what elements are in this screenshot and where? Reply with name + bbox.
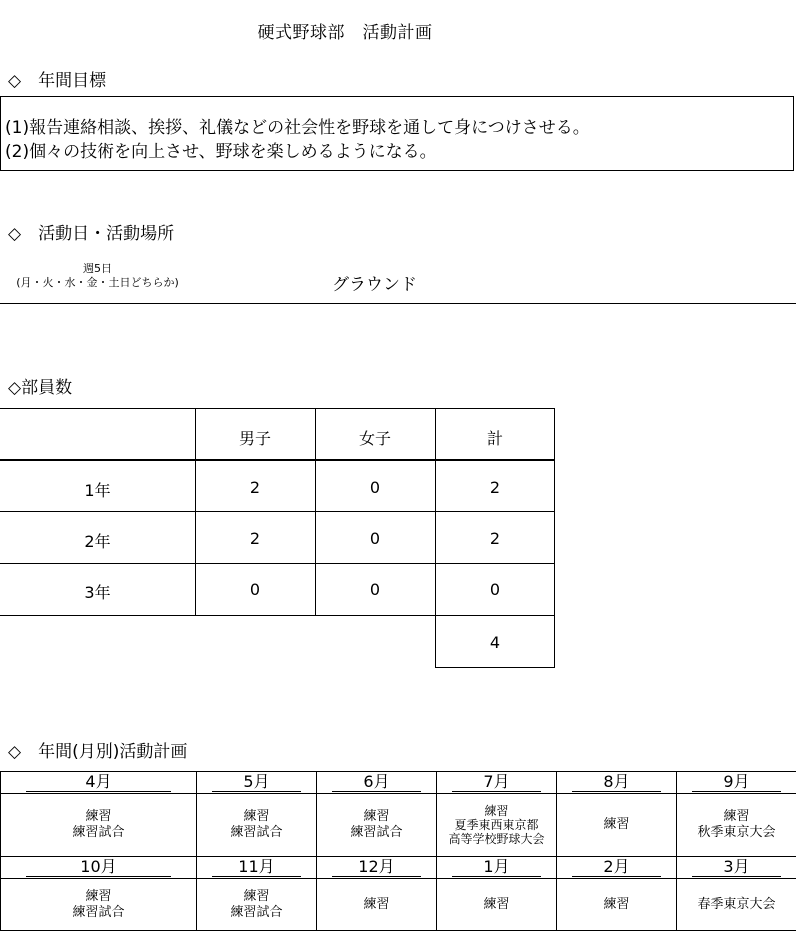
calendar-month: 1月 xyxy=(437,857,557,879)
members-row-border xyxy=(0,511,555,512)
calendar-activity: 練習 xyxy=(437,879,557,931)
calendar-activity: 練習 練習試合 xyxy=(197,794,317,857)
activity-days-detail: (月・火・水・金・土日どちらか) xyxy=(16,276,179,289)
calendar-activity-row xyxy=(1,879,796,931)
activity-heading: ◇ 活動日・活動場所 xyxy=(8,224,175,244)
calendar-activity: 練習 秋季東京大会 xyxy=(677,794,796,857)
calendar-month: 11月 xyxy=(197,857,317,879)
page-title: 硬式野球部 活動計画 xyxy=(257,23,433,43)
members-cell-girls: 0 xyxy=(369,478,381,497)
members-header-girls: 女子 xyxy=(358,429,391,448)
calendar-table xyxy=(0,771,796,931)
calendar-activity: 練習 練習試合 xyxy=(317,794,437,857)
calendar-month: 10月 xyxy=(1,857,197,879)
calendar-activity: 練習 練習試合 xyxy=(1,879,197,931)
members-cell-girls: 0 xyxy=(369,580,381,599)
calendar-activity: 練習 xyxy=(317,879,437,931)
members-cell-boys: 0 xyxy=(249,580,261,599)
calendar-activity: 練習 練習試合 xyxy=(197,879,317,931)
members-cell-boys: 2 xyxy=(249,529,261,548)
calendar-month-row xyxy=(1,772,796,794)
members-grand-total: 4 xyxy=(489,633,501,652)
calendar-activity: 練習 xyxy=(557,794,677,857)
calendar-activity: 練習 xyxy=(557,879,677,931)
members-border-top xyxy=(0,408,555,409)
members-total-border xyxy=(435,667,555,668)
calendar-month: 9月 xyxy=(677,772,796,794)
calendar-month-row xyxy=(1,857,796,879)
calendar-activity: 練習 練習試合 xyxy=(1,794,197,857)
calendar-activity: 練習 夏季東西東京都 高等学校野球大会 xyxy=(437,794,557,857)
activity-place: グラウンド xyxy=(332,275,417,295)
calendar-month: 8月 xyxy=(557,772,677,794)
members-row-border xyxy=(0,615,555,616)
members-row-label: 3年 xyxy=(84,583,111,602)
members-row-border xyxy=(0,563,555,564)
calendar-activity-row xyxy=(1,794,796,857)
goals-box xyxy=(0,96,794,171)
goal-line-1: (1)報告連絡相談、挨拶、礼儀などの社会性を野球を通して身につけさせる。 xyxy=(5,118,590,138)
members-row-label: 2年 xyxy=(84,532,111,551)
activity-days-count: 週5日 xyxy=(83,262,112,275)
calendar-activity: 春季東京大会 xyxy=(677,879,796,931)
members-header-boys: 男子 xyxy=(238,429,271,448)
calendar-month: 6月 xyxy=(317,772,437,794)
calendar-month: 5月 xyxy=(197,772,317,794)
members-header-total: 計 xyxy=(486,429,503,448)
goal-line-2: (2)個々の技術を向上させ、野球を楽しめるようになる。 xyxy=(5,142,437,162)
calendar-month: 7月 xyxy=(437,772,557,794)
members-cell-girls: 0 xyxy=(369,529,381,548)
activity-days xyxy=(0,262,195,290)
members-cell-total: 0 xyxy=(489,580,501,599)
members-cell-total: 2 xyxy=(489,478,501,497)
divider xyxy=(0,303,796,304)
calendar-heading: ◇ 年間(月別)活動計画 xyxy=(8,742,188,762)
calendar-month: 3月 xyxy=(677,857,796,879)
members-heading: ◇部員数 xyxy=(8,378,73,398)
members-cell-boys: 2 xyxy=(249,478,261,497)
members-row-label: 1年 xyxy=(84,481,111,500)
calendar-month: 2月 xyxy=(557,857,677,879)
calendar-month: 4月 xyxy=(1,772,197,794)
calendar-month: 12月 xyxy=(317,857,437,879)
members-cell-total: 2 xyxy=(489,529,501,548)
members-header-border xyxy=(0,459,555,461)
goals-heading: ◇ 年間目標 xyxy=(8,71,107,91)
